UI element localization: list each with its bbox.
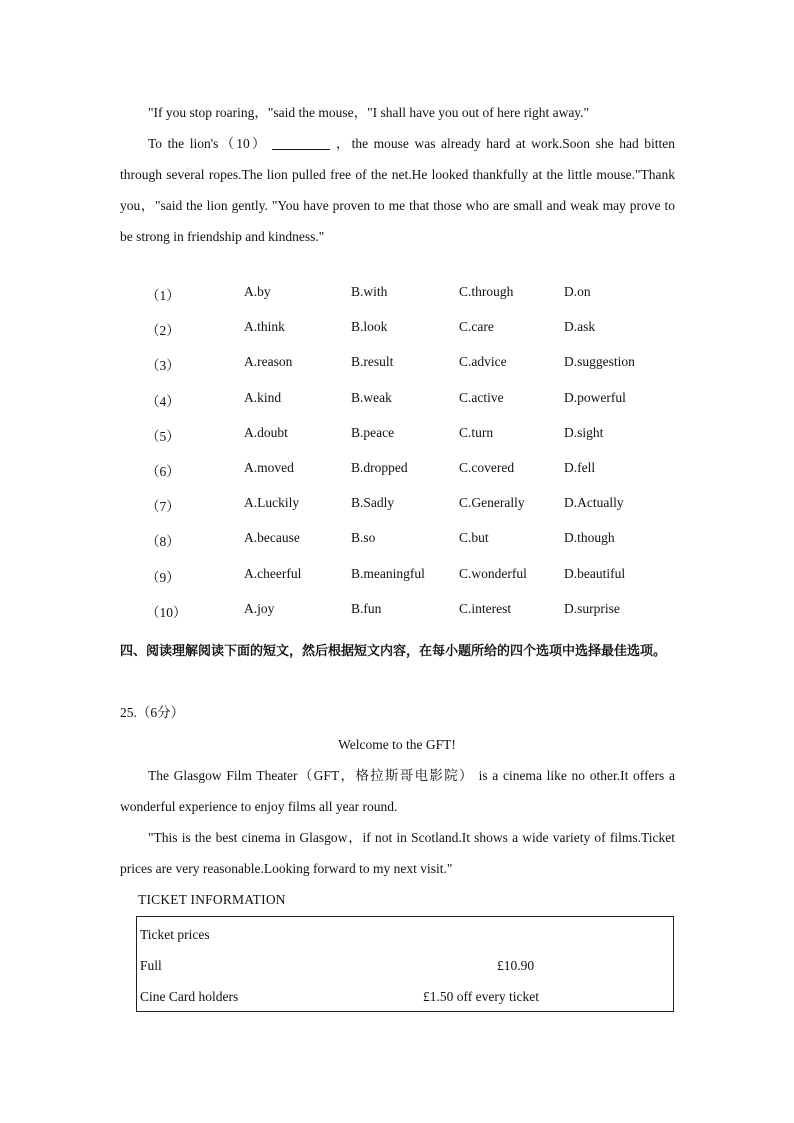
option-c[interactable]: C.through: [459, 284, 514, 299]
option-c[interactable]: C.Generally: [459, 495, 525, 511]
option-a[interactable]: A.reason: [244, 354, 293, 370]
passage-paragraph-ending: [120, 128, 675, 252]
option-d[interactable]: D.powerful: [564, 389, 626, 405]
answer-blank-10[interactable]: [272, 135, 330, 150]
option-c[interactable]: C.wonderful: [459, 565, 527, 581]
option-d[interactable]: D.though: [564, 530, 615, 546]
option-number: （5）: [146, 428, 180, 444]
option-number: （9）: [146, 569, 180, 585]
ticket-table-row: [137, 956, 673, 976]
option-a[interactable]: A.doubt: [244, 424, 288, 440]
ticket-table: [136, 916, 674, 1012]
option-number: （8）: [146, 534, 180, 550]
option-a[interactable]: A.kind: [244, 389, 282, 405]
option-b[interactable]: B.look: [351, 319, 388, 335]
option-c[interactable]: C.turn: [459, 424, 494, 440]
option-d[interactable]: D.surprise: [564, 600, 620, 616]
option-d[interactable]: D.beautiful: [564, 565, 626, 581]
option-a[interactable]: A.Luckily: [244, 495, 300, 511]
option-b[interactable]: B.meaningful: [351, 565, 425, 581]
option-c[interactable]: C.advice: [459, 354, 507, 370]
option-b[interactable]: B.fun: [351, 600, 382, 616]
option-number: （1）: [146, 288, 180, 303]
option-d[interactable]: D.sight: [564, 424, 604, 440]
ticket-info-label: TICKET INFORMATION: [138, 892, 286, 907]
ticket-row-label: Cine Card holders: [140, 989, 239, 1004]
paragraph-ending-text: ，the mouse was already hard at work.Soon she had bitten through several ropes.The lion pulled free of the net.He looked thankfully at the little mouse."Thank you，"said the lion gently. "You have proven to me that those who are small and weak may prove to be strong in friendship and kindness.": [120, 136, 676, 244]
mouse-quote-text: "If you stop roaring，"said the mouse，"I shall have you out of here right away.": [148, 105, 590, 120]
option-c[interactable]: C.active: [459, 389, 504, 405]
option-d[interactable]: D.Actually: [564, 495, 624, 511]
article-paragraph-2: "This is the best cinema in Glasgow，if not in Scotland.It shows a wide variety of films.Ticket prices are very reasonable.Looking forward to my next visit.": [120, 830, 675, 876]
option-c[interactable]: C.interest: [459, 600, 512, 616]
option-c[interactable]: C.care: [459, 319, 494, 335]
article-paragraph-1: The Glasgow Film Theater（GFT，格拉斯哥电影院） is a cinema like no other.It offers a wonderful experience to enjoy films all year round.: [120, 768, 675, 814]
option-row: [0, 284, 794, 319]
section-heading: 四、阅读理解阅读下面的短文，然后根据短文内容，在每小题所给的四个选项中选择最佳选项。: [120, 644, 667, 659]
option-d[interactable]: D.on: [564, 284, 591, 299]
ticket-table-header-label: Ticket prices: [140, 927, 210, 942]
option-d[interactable]: D.suggestion: [564, 354, 635, 370]
option-b[interactable]: B.so: [351, 530, 376, 546]
option-row: [0, 390, 794, 425]
option-a[interactable]: A.think: [244, 319, 285, 335]
blank-10-prefix: To the lion's（10）: [148, 136, 268, 151]
ticket-table-header: [137, 925, 673, 945]
option-a[interactable]: A.moved: [244, 460, 294, 475]
option-b[interactable]: B.with: [351, 284, 388, 299]
passage-line-mouse-quote: [120, 97, 675, 128]
option-number: （2）: [146, 323, 180, 339]
option-row: [0, 354, 794, 389]
option-a[interactable]: A.cheerful: [244, 565, 302, 581]
option-b[interactable]: B.Sadly: [351, 495, 395, 511]
option-b[interactable]: B.result: [351, 354, 394, 370]
option-a[interactable]: A.by: [244, 284, 271, 299]
option-row: [0, 530, 794, 565]
ticket-table-row: [137, 987, 673, 1007]
ticket-row-label: Full: [140, 958, 162, 973]
option-number: （6）: [146, 464, 180, 479]
option-row: [0, 601, 794, 636]
option-number: （4）: [146, 393, 180, 409]
option-d[interactable]: D.ask: [564, 319, 596, 335]
option-number: （10）: [146, 604, 187, 620]
option-a[interactable]: A.joy: [244, 600, 275, 616]
option-d[interactable]: D.fell: [564, 460, 596, 475]
option-c[interactable]: C.but: [459, 530, 489, 546]
option-row: [0, 495, 794, 530]
option-row: [0, 425, 794, 460]
option-row: [0, 319, 794, 354]
ticket-row-value: £1.50 off every ticket: [423, 989, 539, 1004]
option-number: （3）: [146, 358, 180, 374]
option-a[interactable]: A.because: [244, 530, 300, 546]
option-c[interactable]: C.covered: [459, 460, 515, 475]
ticket-row-value: £10.90: [497, 958, 535, 973]
option-row: [0, 460, 794, 495]
option-row: [0, 566, 794, 601]
option-b[interactable]: B.peace: [351, 424, 395, 440]
article-title: Welcome to the GFT!: [338, 737, 456, 752]
question-number: 25.（6分）: [120, 705, 185, 720]
option-b[interactable]: B.dropped: [351, 460, 408, 475]
option-number: （7）: [146, 499, 180, 515]
option-b[interactable]: B.weak: [351, 389, 392, 405]
